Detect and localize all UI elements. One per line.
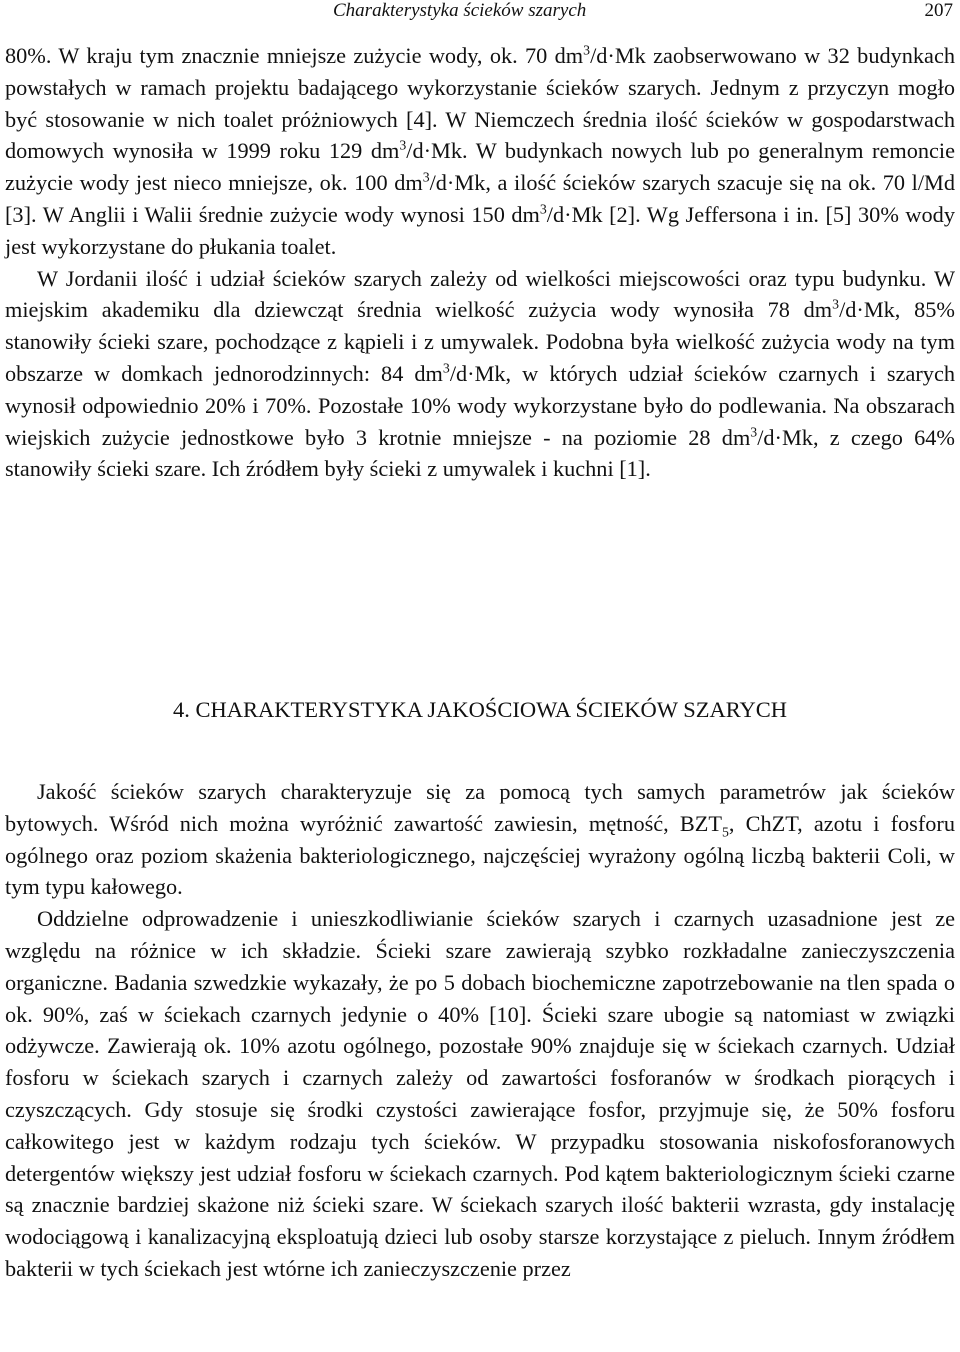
paragraph [5,263,955,486]
text-run: 80%. W kraju tym znacznie mniejsze zużycie wody, ok. 70 dm [5,43,584,68]
section-heading: 4. CHARAKTERYSTYKA JAKOŚCIOWA ŚCIEKÓW SZARYCH [172,697,788,722]
text-run: /d·Mk, a ilość ścieków szarych szacuje się na ok. 70 l/Md [3]. W Anglii i Walii średnie zużycie wody wynosi 150 dm [5,170,955,227]
superscript: 3 [422,169,430,185]
text-run: /d·Mk zaobserwowano w 32 budynkach powstałych w ramach projektu badającego wykorzystanie ścieków szarych. Jednym z przyczyn mogło być stosowanie w nich toalet próżniowych [4]. W Niemczech średnia ilość ścieków w gospodarstwach domowych wynosiła w 1999 roku 129 dm [5,43,956,164]
paragraph [5,776,955,903]
running-header-title: Charakterystyka ścieków szarych [333,0,587,21]
superscript: 3 [832,296,840,312]
paragraph [5,40,955,263]
page-number: 207 [924,0,953,21]
text-run: Jakość ścieków szarych charakteryzuje się za pomocą tych samych parametrów jak ścieków bytowych. Wśród nich można wyróżnić zawartość zawiesin, mętność, BZT [5,779,955,836]
section-b-body [5,776,955,1285]
text-run: /d·Mk, w których udział ścieków czarnych i szarych wynosił odpowiednio 20% i 70%. Pozostałe 10% wody wykorzystane było do podlewania. Na obszarach wiejskich zużycie jednostkowe było 3 krotnie mniejsze - na poziomie 28 dm [5,360,955,450]
text-run: Oddzielne odprowadzenie i unieszkodliwianie ścieków szarych i czarnych uzasadnione jest ze względu na różnice w ich składzie. Ścieki szare zawierają szybko rozkładalne zanieczyszczenia organiczne. Badania szwedzkie wykazały, że po 5 dobach biochemiczne zapotrzebowanie na tlen spada o ok. 90%, zaś w ściekach czarnych jedynie o 40% [10]. Ścieki szare ubogie są natomiast w związki odżywcze. Zawierają ok. 10% azotu ogólnego, pozostałe 90% znajduje się w ściekach czarnych. Udział fosforu w ściekach szarych i czarnych zależy od zawartości fosforanów w środkach piorących i czyszczących. Gdy stosuje się środki czystości zawierające fosfor, przyjmuje się, że 50% fosforu całkowitego jest w każdym rodzaju tych ścieków. W przypadku stosowania niskofosforanowych detergentów większy jest udział fosforu w ściekach czarnych. Pod kątem bakteriologicznym ścieki czarne są znacznie bardziej skażone niż ścieki szare. W ściekach szarych ilość bakterii wzrasta, gdy instalację wodociągową i kanalizacyjną eksploatują dzieci lub osoby starsze korzystające z pieluch. Innym źródłem bakterii w tych ściekach jest wtórne ich zanieczyszczenie przez [5,906,955,1281]
subscript: 5 [721,824,729,840]
text-run: /d·Mk, z czego 64% stanowiły ścieki szare. Ich źródłem były ścieki z umywalek i kuchni [1]. [5,424,955,482]
section-a-body [5,40,955,485]
text-run: /d·Mk [2]. Wg Jeffersona i in. [5] 30% wody jest wykorzystane do płukania toalet. [5,201,955,259]
text-run: /d·Mk, 85% stanowiły ścieki szare, pochodzące z kąpieli i z umywalek. Podobna była wielkość zużycia wody na tym obszarze w domkach jednorodzinnych: 84 dm [5,297,955,386]
superscript: 3 [750,424,758,440]
paragraph [5,903,955,1285]
superscript: 3 [442,360,450,376]
text-run: /d·Mk. W budynkach nowych lub po generalnym remoncie zużycie wody jest nieco mniejsze, ok. 100 dm [5,138,955,196]
text-run: W Jordanii ilość i udział ścieków szarych zależy od wielkości miejscowości oraz typu budynku. W miejskim akademiku dla dziewcząt średnia wielkość zużycia wody wynosiła 78 dm [5,265,955,323]
running-header [0,0,960,24]
text-run: , ChZT, azotu i fosforu ogólnego oraz poziom skażenia bakteriologicznego, najczęściej wyrażony ogólną liczbą bakterii Coli, w tym typu kałowego. [5,810,955,900]
superscript: 3 [583,42,591,58]
superscript: 3 [399,137,407,153]
superscript: 3 [539,201,547,217]
